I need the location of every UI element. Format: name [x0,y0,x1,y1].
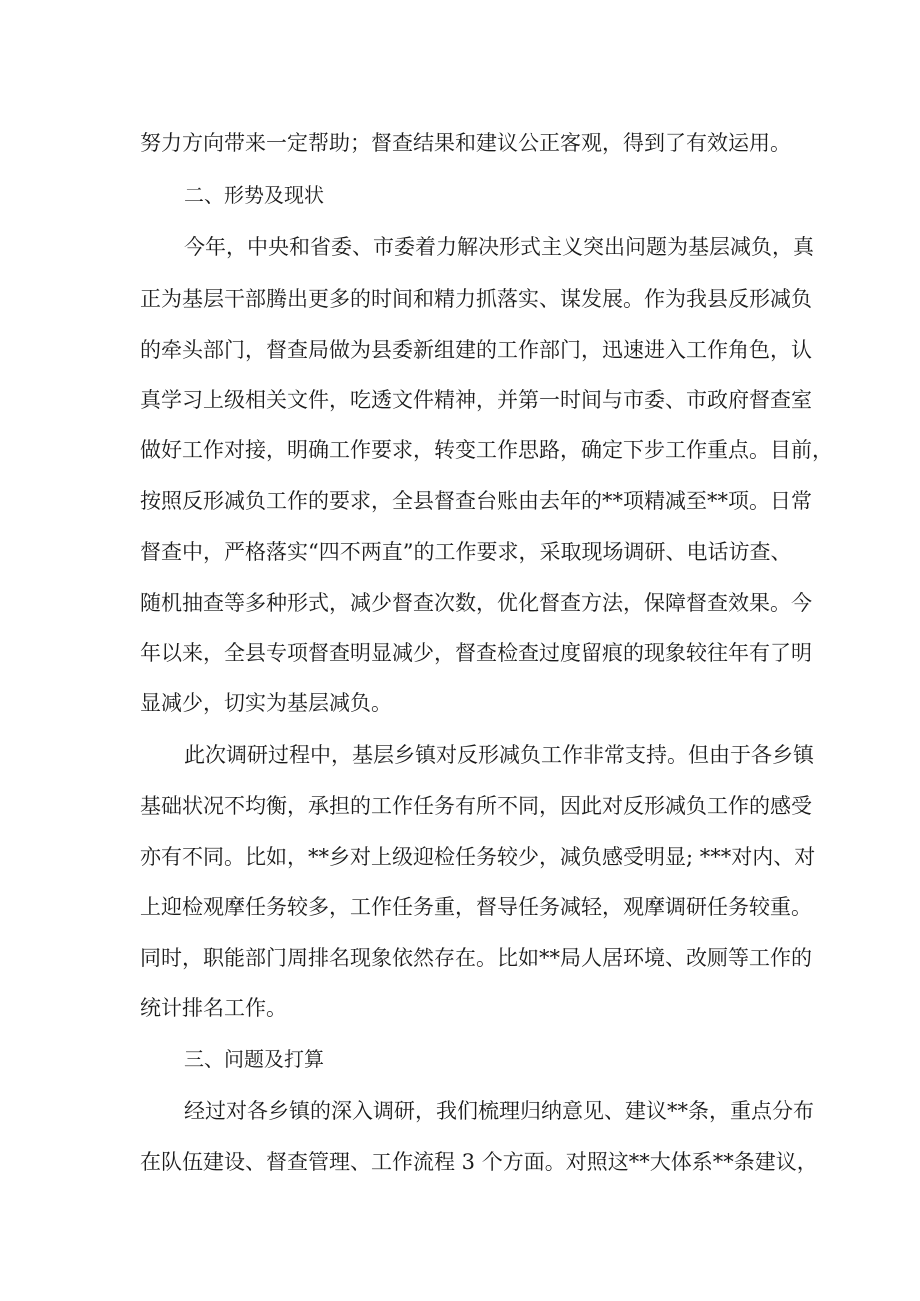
paragraph-line: 努力方向带来一定帮助；督查结果和建议公正客观，得到了有效运用。 [140,131,791,155]
paragraph-line: 显减少，切实为基层减负。 [140,691,392,715]
paragraph-line: 此次调研过程中，基层乡镇对反形减负工作非常支持。但由于各乡镇 [184,743,814,767]
section-heading: 三、问题及打算 [184,1047,324,1071]
section-heading: 二、形势及现状 [184,183,324,207]
paragraph-line: 基础状况不均衡，承担的工作任务有所不同，因此对反形减负工作的感受 [140,794,812,818]
paragraph-line: 按照反形减负工作的要求，全县督查台账由去年的**项精减至**项。日常 [140,489,812,513]
paragraph-line: 统计排名工作。 [140,996,287,1020]
paragraph-line: 年以来，全县专项督查明显减少，督查检查过度留痕的现象较往年有了明 [140,641,812,665]
paragraph-line: 督查中，严格落实“四不两直”的工作要求，采取现场调研、电话访查、 [140,540,792,564]
paragraph-line: 经过对各乡镇的深入调研，我们梳理归纳意见、建议**条，重点分布 [184,1099,814,1123]
paragraph-line: 在队伍建设、督查管理、工作流程 3 个方面。对照这**大体系**条建议， [140,1150,818,1174]
paragraph-line: 的牵头部门，督查局做为县委新组建的工作部门，迅速进入工作角色，认 [140,338,812,362]
paragraph-line: 做好工作对接，明确工作要求，转变工作思路，确定下步工作重点。目前， [140,438,833,462]
paragraph-line: 亦有不同。比如，**乡对上级迎检任务较少，减负感受明显; ***对内、对 [140,845,816,869]
paragraph-line: 真学习上级相关文件，吃透文件精神，并第一时间与市委、市政府督查室 [140,388,812,412]
paragraph-line: 上迎检观摩任务较多，工作任务重，督导任务减轻，观摩调研任务较重。 [140,895,812,919]
paragraph-line: 正为基层干部腾出更多的时间和精力抓落实、谋发展。作为我县反形减负 [140,287,812,311]
paragraph-line: 今年，中央和省委、市委着力解决形式主义突出问题为基层减负，真 [184,235,814,259]
paragraph-line: 同时，职能部门周排名现象依然存在。比如**局人居环境、改厕等工作的 [140,946,812,970]
paragraph-line: 随机抽查等多种形式，减少督查次数，优化督查方法，保障督查效果。今 [140,591,812,615]
